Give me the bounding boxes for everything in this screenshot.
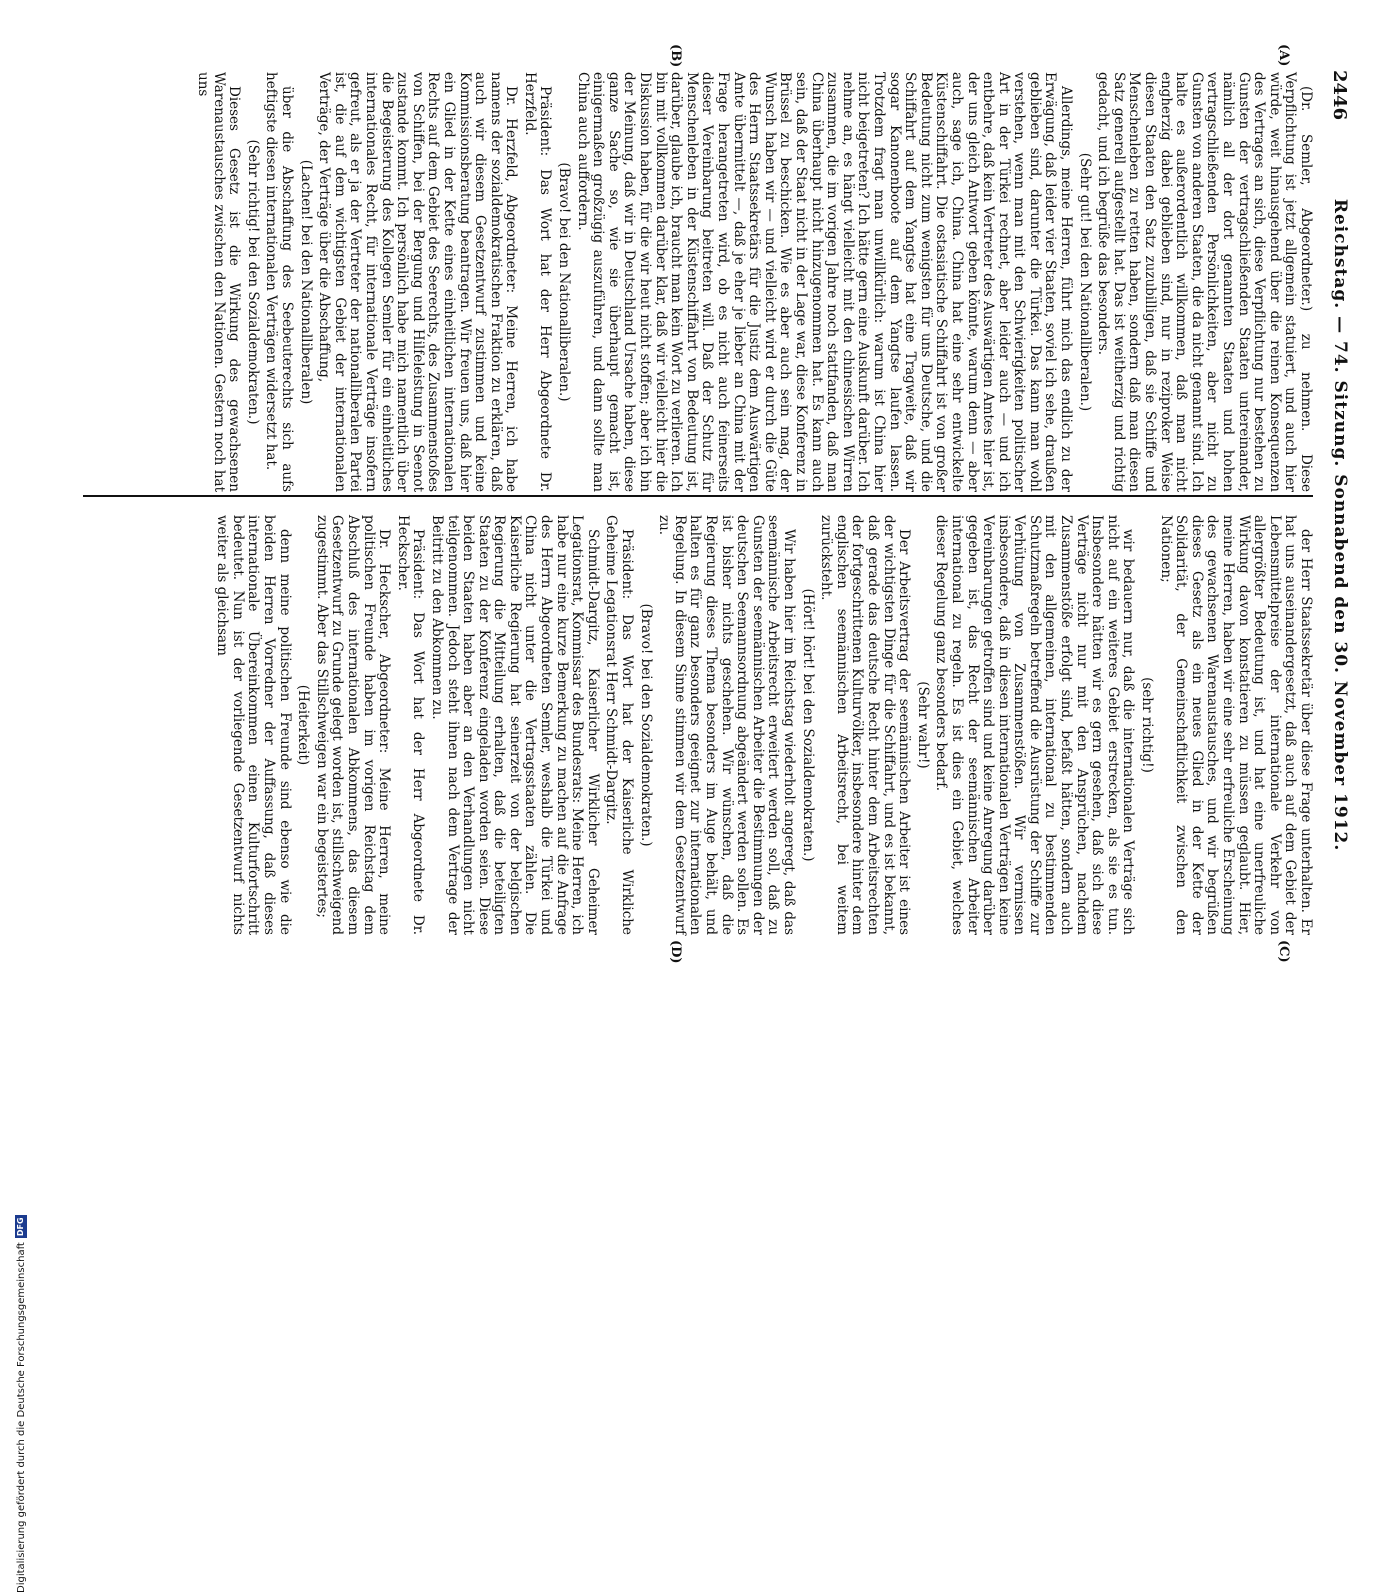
paragraph: Wir haben hier im Reichstag wiederholt angeregt, daß das seemännische Arbeitsrecht erweitert werden soll, daß zu Gunsten der seemännischen Arbeiter die Bestimmungen der deutschen Seemannsordnung abgeändert werden sollen. Es ist bisher nichts geschehen. Wir wünschen, daß die Regierung dieses Thema besonders im Auge behält, und halten es für ganz besonders geeignet zur internationalen Regelung. In diesem Sinne stimmen wir dem Gesetzentwurf zu. [656, 515, 797, 935]
running-title: Reichstag. — 74. Sitzung. Sonnabend den 30. November 1912. [1330, 198, 1350, 852]
right-column [211, 515, 1313, 935]
margin-mark-d: (D) [668, 940, 683, 964]
paragraph: (Dr. Semler, Abgeordneter.) zu nehmen. Diese Verpflichtung ist jetzt allgemein statuiert, und auch hier würde, weit hinausgehend über die reinen Konsequenzen des Vertrages an sich, diese Verpflichtung nur bestehen zu Gunsten der vertragschließenden Staaten untereinander, nämlich all der dort genannten Staaten und hohen vertragschließenden Persönlichkeiten, aber nicht zu Gunsten von anderen Staaten, die da nicht genannt sind. Ich halte es außerordentlich willkommen, daß man nicht engherzig dabei geblieben sind, nur in reziproker Weise diesen Staaten den Satz zuzubilligen, daß sie Schiffe und Menschenleben zu retten haben, sondern daß man diesen Satz generell aufgestellt hat. Das ist weitherzig und richtig gedacht, und ich begrüße das besonders. [1095, 72, 1314, 492]
stage-direction: (Sehr gut! bei den Nationalliberalen.) [1076, 152, 1093, 412]
margin-mark-b: (B) [668, 44, 683, 68]
paragraph: Dieses Gesetz ist die Wirkung des gewachsenen Warenaustausches zwischen den Nationen. Gestern noch hat uns [195, 72, 243, 492]
page-number: 2446 [1329, 70, 1351, 121]
left-column [191, 72, 1313, 492]
stage-direction: (Hört! hört! bei den Sozialdemokraten.) [799, 588, 816, 862]
margin-mark-c: (C) [1276, 940, 1291, 963]
digitization-credit [6, 605, 27, 1593]
paragraph: Schmidt-Dargitz, Kaiserlicher Wirklicher Geheimer Legationsrat, Kommissar des Bundesrats: Meine Herren, ich habe nur eine kurze Bemerkung zu machen auf die Anfrage des Herrn Abgeordneten Semler, weshalb die Türkei und China nicht unter die Vertragsstaaten zählen. Die Kaiserliche Regierung hat seinerzeit von der belgischen Regierung die Mitteilung erhalten, daß die beteiligten Staaten zu der Konferenz eingeladen worden seien. Diese beiden Staaten haben aber an den Verhandlungen nicht teilgenommen. Jedoch steht ihnen nach dem Vertrage der Beitritt zu den Abkommen zu. [428, 515, 601, 935]
dfg-logo: DFG [16, 1217, 25, 1237]
paragraph: Der Arbeitsvertrag der seemännischen Arbeiter ist eines der wichtigsten Dinge für die Schiffahrt, und es ist bekannt, daß gerade das deutsche Recht hinter dem Arbeitsrechten der fortgeschrittenen Kulturvölker, insbesondere hinter dem englischen seemännischen Arbeitsrecht, bei weitem zurücksteht. [818, 515, 913, 935]
paragraph: Präsident: Das Wort hat der Kaiserliche Wirkliche Geheime Legationsrat Herr Schmidt-Dargitz. [603, 515, 636, 935]
stage-direction: (Lachen! bei den Nationalliberalen) [297, 159, 314, 405]
margin-mark-a: (A) [1276, 44, 1291, 67]
stage-direction: (Bravo! bei den Nationalliberalen.) [556, 162, 573, 402]
paragraph: Präsident: Das Wort hat der Herr Abgeordnete Dr. Herzfeld. [521, 72, 554, 492]
column-divider [83, 495, 1313, 497]
stage-direction: (Bravo! bei den Sozialdemokraten.) [637, 603, 654, 847]
stage-direction: (Sehr wahr!) [914, 681, 931, 769]
paragraph: Allerdings, meine Herren, führt mich das endlich zu der Erwägung, daß leider vier Staaten, soviel ich sehe, draußen geblieben sind, darunter die Türkei. Das kann man wohl verstehen, wenn man mit den Schwierigkeiten politischer Art in der Türkei rechnet, aber leider auch — und ich entbehre, daß kein Vertreter des Auswärtigen Amtes hier ist, der uns gleich Antwort geben könnte, warum denn — aber auch, sage ich, China. China hat eine sehr entwickelte Küstenschiffahrt. Die ostasiatische Schiffahrt ist von großer Bedeutung nicht zum wenigsten für uns Deutsche, und die Schiffahrt auf dem Yangtse hat eine Tragweite, daß wir sogar Kanonenboote auf dem Yangtse laufen lassen. Trotzdem fragt man unwillkürlich: warum ist China hier nicht beigetreten? Ich hätte gern eine Auskunft darüber. Ich nehme an, es hängt vielleicht mit den chinesischen Wirren zusammen, die im vorigen Jahre noch stattfanden, daß man China überhaupt nicht hinzugenommen hat. Es kann auch sein, daß der Staat nicht in der Lage war, diese Konferenz in Brüssel zu beschicken. Wie es aber auch sein mag, der Wunsch haben wir — und vielleicht wird er durch die Güte des Herrn Staatssekretärs für die Justiz dem Auswärtigen Amte übermittelt —, daß je eher je lieber an China mit der Frage herangetreten wird, ob es nicht auch feinerseits dieser Vereinbarung beitreten will. Daß der Schutz für Menschenleben in der Küstenschiffahrt von Bedeutung ist, darüber, glaube ich, braucht man kein Wort zu verlieren. Ich bin mit vollkommen darüber klar, daß wir vielleicht hier die Diskussion haben, für die wir heut nicht stoffen; aber ich bin der Meinung, daß wir in Deutschland Ursache haben, diese ganze Sache so, wie sie überhaupt gemacht ist, einigermaßen großzügig auszuführen, und dann sollte man China auch auffordern. [574, 72, 1075, 492]
page-header [1325, 70, 1355, 930]
paragraph: Dr. Heckscher, Abgeordneter: Meine Herren, meine politischen Freunde haben im vorigen Reichstag dem Abschluß des internationalen Abkommens, das diesem Gesetzentwurf zu Grunde gelegt worden ist, stillschweigend zugestimmt. Aber das Stillschweigen war ein begeistertes; [313, 515, 393, 935]
stage-direction: (sehr richtig!) [1139, 677, 1156, 773]
paragraph: wir bedauern nur, daß die internationalen Verträge sich nicht auf ein weiteres Gebiet erstrecken, als sie es tun. Insbesondere hätten wir es gern gesehen, daß sich diese Verträge nicht nur mit den Ansprüchen, nachdem Zusammenstöße erfolgt sind, befaßt hätten, sondern auch mit den allgemeinen, international zu bestimmenden Schutzmaßregeln betreffend die Ausrüstung der Schiffe zur Verhütung von Zusammenstößen. Wir vermissen insbesondere, daß in diesen internationalen Verträgen keine Vereinbarungen getroffen sind und keine Anregung darüber gegeben ist, das Recht der seemännischen Arbeiter international zu regeln. Es ist dies ein Gebiet, welches dieser Regelung ganz besonders bedarf. [933, 515, 1137, 935]
paragraph: Präsident: Das Wort hat der Herr Abgeordnete Dr. Heckscher. [394, 515, 427, 935]
stage-direction: (Heiterkeit) [295, 684, 312, 766]
paragraph: denn meine politischen Freunde sind ebenso wie die beiden Herren Vorredner der Auffassung, daß dieses internationale Übereinkommen einen Kulturfortschritt bedeutet. Nun ist der vorliegende Gesetzentwurf nichts weiter als gleichsam [214, 515, 293, 935]
credit-text: Digitalisierung gefördert durch die Deutsche Forschungsgemeinschaft [15, 1242, 27, 1593]
paragraph: Dr. Herzfeld, Abgeordneter: Meine Herren, ich habe namens der sozialdemokratischen Fraktion zu erklären, daß auch wir diesem Gesetzentwurf zustimmen und keine Kommissionsberatung beantragen. Wir freuen uns, daß hier ein Glied in der Kette eines einheitlichen internationalen Rechts auf dem Gebiet des Seerechts, des Zusammenstoßes von Schiffen, bei der Bergung und Hilfeleistung in Seenot zustande kommt. Ich persönlich habe mich namentlich über die Begeisterung des Kollegen Semler für ein einheitliches internationales Recht, für internationale Verträge insofern gefreut, als er ja der Vertreter der nationalliberalen Partei ist, die auf dem wichtigsten Gebiet der internationalen Verträge, der Verträge über die Abschaffung, [316, 72, 520, 492]
paragraph: über die Abschaffung des Seebeuterechts sich aufs heftigste diesen internationalen Verträgen widersetzt hat. [263, 72, 295, 492]
paragraph: der Herr Staatssekretär über diese Frage unterhalten. Er hat uns auseinandergesetzt, daß auch auf dem Gebiet der Lebensmittelpreise der internationale Verkehr von allergrößter Bedeutung ist, und hat eine unerfreuliche Wirkung davon konstatieren zu müssen geglaubt. Hier, meine Herren, haben wir eine sehr erfreuliche Erscheinung des gewachsenen Warenaustausches, und wir begrüßen dieses Gesetz als ein neues Glied in der Kette der Solidarität, der Gemeinschaftlichkeit zwischen den Nationen; [1157, 515, 1314, 935]
stage-direction: (Sehr richtig! bei den Sozialdemokraten.) [244, 139, 261, 425]
